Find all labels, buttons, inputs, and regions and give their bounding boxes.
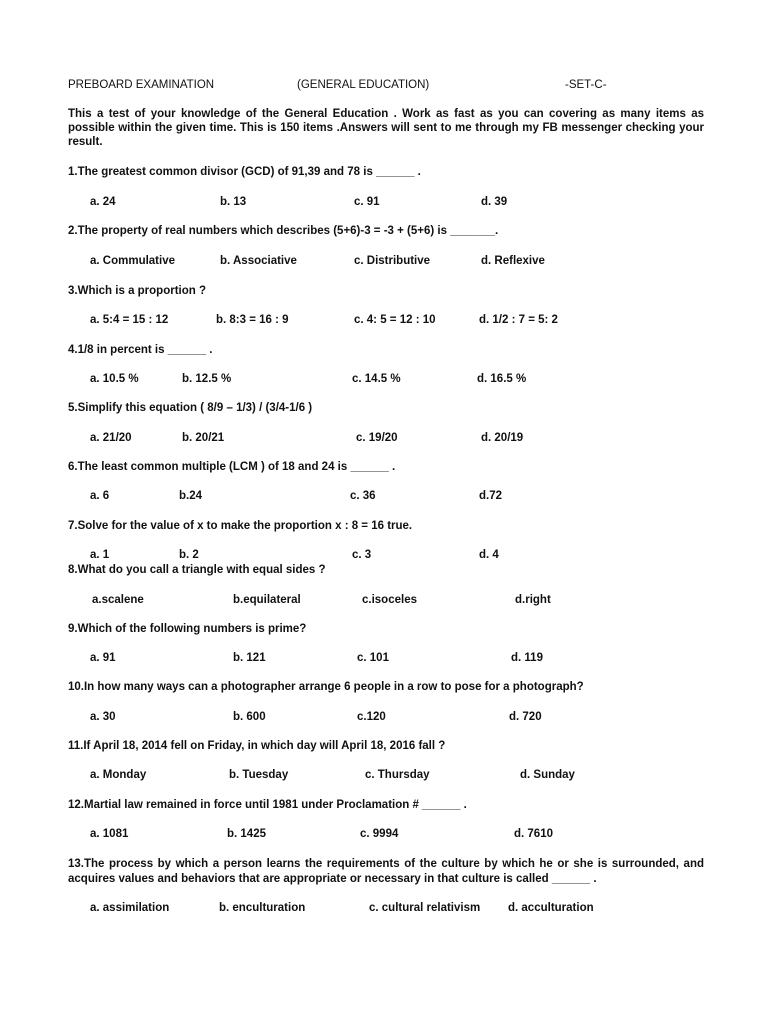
q10-option-b: b. 600	[233, 711, 266, 723]
question-13: 13.The process by which a person learns the requirements of the culture by which he or she is surrounded, and acquires values and behaviors that are appropriate or necessary in that culture is called ______ .	[68, 858, 704, 885]
q6-option-a: a. 6	[90, 490, 110, 502]
q3-option-a: a. 5:4 = 15 : 12	[90, 314, 169, 326]
question-7: 7.Solve for the value of x to make the proportion x : 8 = 16 true.	[68, 520, 413, 532]
question-2: 2.The property of real numbers which describes (5+6)-3 = -3 + (5+6) is _______.	[68, 225, 499, 237]
question-5: 5.Simplify this equation ( 8/9 – 1/3) / (3/4-1/6 )	[68, 402, 313, 414]
q5-option-c: c. 19/20	[356, 432, 398, 444]
q1-option-a: a. 24	[90, 196, 116, 208]
q8-option-b: b.equilateral	[233, 594, 301, 606]
q11-option-b: b. Tuesday	[229, 769, 289, 781]
q5-option-d: d. 20/19	[481, 432, 524, 444]
q12-option-c: c. 9994	[360, 828, 399, 840]
q8-option-c: c.isoceles	[362, 594, 417, 606]
q13-option-d: d. acculturation	[508, 902, 594, 914]
q1-option-c: c. 91	[354, 196, 380, 208]
question-11: 11.If April 18, 2014 fell on Friday, in which day will April 18, 2016 fall ?	[68, 740, 446, 752]
q7-option-d: d. 4	[479, 549, 499, 561]
q13-option-b: b. enculturation	[219, 902, 306, 914]
q6-option-d: d.72	[479, 490, 503, 502]
q4-option-d: d. 16.5 %	[477, 373, 527, 385]
q9-option-b: b. 121	[233, 652, 266, 664]
q7-option-a: a. 1	[90, 549, 110, 561]
q12-option-d: d. 7610	[514, 828, 553, 840]
exam-subject: (GENERAL EDUCATION)	[297, 79, 430, 91]
q3-option-b: b. 8:3 = 16 : 9	[216, 314, 289, 326]
q13-option-c: c. cultural relativism	[369, 902, 481, 914]
question-9: 9.Which of the following numbers is prime?	[68, 623, 307, 635]
q9-option-d: d. 119	[511, 652, 543, 664]
q1-option-d: d. 39	[481, 196, 508, 208]
q8-option-a: a.scalene	[92, 594, 144, 606]
question-3: 3.Which is a proportion ?	[68, 285, 206, 297]
question-4: 4.1/8 in percent is ______ .	[68, 344, 213, 356]
q3-option-c: c. 4: 5 = 12 : 10	[354, 314, 436, 326]
q3-option-d: d. 1/2 : 7 = 5: 2	[479, 314, 558, 326]
question-1: 1.The greatest common divisor (GCD) of 91,39 and 78 is ______ .	[68, 166, 421, 178]
q4-option-b: b. 12.5 %	[182, 373, 232, 385]
q10-option-a: a. 30	[90, 711, 116, 723]
question-12: 12.Martial law remained in force until 1981 under Proclamation # ______ .	[68, 799, 467, 811]
q4-option-a: a. 10.5 %	[90, 373, 139, 385]
q4-option-c: c. 14.5 %	[352, 373, 401, 385]
q2-option-a: a. Commulative	[90, 255, 175, 267]
q1-option-b: b. 13	[220, 196, 247, 208]
q10-option-d: d. 720	[509, 711, 542, 723]
intro-paragraph: This a test of your knowledge of the General Education . Work as fast as you can covering as many items as possible within the given time. This is 150 items .Answers will sent to me through my FB messenger checking your result.	[68, 108, 704, 148]
q7-option-b: b. 2	[179, 549, 199, 561]
exam-set: -SET-C-	[565, 79, 607, 91]
q7-option-c: c. 3	[352, 549, 372, 561]
q9-option-c: c. 101	[357, 652, 389, 664]
q13-option-a: a. assimilation	[90, 902, 170, 914]
question-10: 10.In how many ways can a photographer arrange 6 people in a row to pose for a photograph?	[68, 681, 584, 693]
question-8: 8.What do you call a triangle with equal sides ?	[68, 564, 326, 576]
q6-option-c: c. 36	[350, 490, 376, 502]
q2-option-b: b. Associative	[220, 255, 297, 267]
q2-option-c: c. Distributive	[354, 255, 431, 267]
q9-option-a: a. 91	[90, 652, 116, 664]
q8-option-d: d.right	[515, 594, 551, 606]
q5-option-a: a. 21/20	[90, 432, 132, 444]
q11-option-a: a. Monday	[90, 769, 147, 781]
q10-option-c: c.120	[357, 711, 386, 723]
question-6: 6.The least common multiple (LCM ) of 18 and 24 is ______ .	[68, 461, 396, 473]
q11-option-d: d. Sunday	[520, 769, 575, 781]
q6-option-b: b.24	[179, 490, 203, 502]
q2-option-d: d. Reflexive	[481, 255, 545, 267]
exam-title: PREBOARD EXAMINATION	[68, 79, 215, 91]
q12-option-b: b. 1425	[227, 828, 266, 840]
q5-option-b: b. 20/21	[182, 432, 225, 444]
q12-option-a: a. 1081	[90, 828, 129, 840]
q11-option-c: c. Thursday	[365, 769, 430, 781]
